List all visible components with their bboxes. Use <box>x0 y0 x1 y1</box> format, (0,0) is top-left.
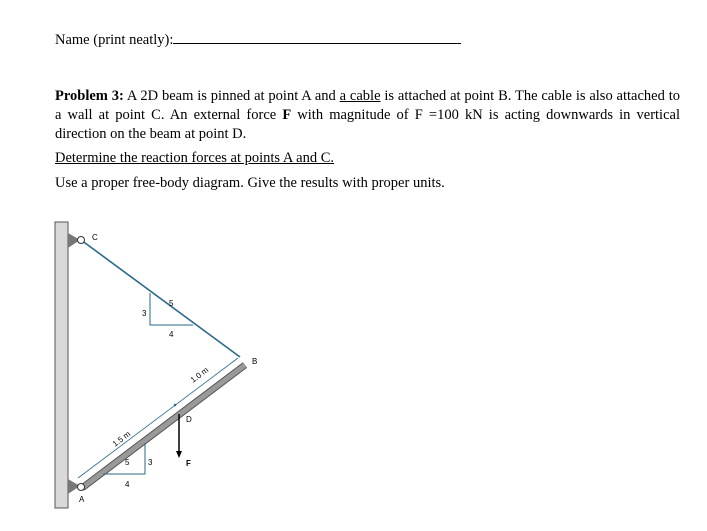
beam-hyp: 5 <box>125 458 130 467</box>
cable-underlined: a cable <box>339 88 381 104</box>
pin-a <box>78 484 85 491</box>
label-f: F <box>186 459 191 468</box>
force-arrowhead <box>176 451 182 458</box>
wall <box>55 222 68 508</box>
instructions: Use a proper free-body diagram. Give the results with proper units. <box>55 175 445 191</box>
problem-heading: Problem 3: <box>55 88 124 104</box>
cable-run: 4 <box>169 330 174 339</box>
cable-slope-triangle <box>150 293 193 325</box>
dimension-1-0m: 1.0 m <box>188 365 211 385</box>
name-label: Name (print neatly): <box>55 32 174 48</box>
label-a: A <box>79 495 85 504</box>
problem-text: with magnitude of F =100 kN is acting downwards in vertical direction on the beam at point D. <box>55 107 680 142</box>
label-d: D <box>186 415 192 424</box>
problem-text: A 2D beam is pinned at point A and <box>123 88 340 104</box>
beam-run: 4 <box>125 480 130 489</box>
problem-text: is attached at point B. The cable is also attached to a wall at point C. An external force <box>55 88 680 123</box>
task-statement: Determine the reaction forces at points A and C. <box>55 150 335 166</box>
pin-c <box>78 237 85 244</box>
beam <box>82 365 245 488</box>
cable-hyp: 5 <box>169 299 174 308</box>
cable-rise: 3 <box>142 309 147 318</box>
beam-rise: 3 <box>148 458 153 467</box>
dimension-tick-d <box>174 404 177 407</box>
cable <box>81 240 240 357</box>
label-c: C <box>92 233 98 242</box>
dimension-1-5m: 1.5 m <box>110 429 133 449</box>
label-b: B <box>252 357 258 366</box>
force-symbol: F <box>282 107 292 123</box>
dimension-line <box>78 358 238 478</box>
